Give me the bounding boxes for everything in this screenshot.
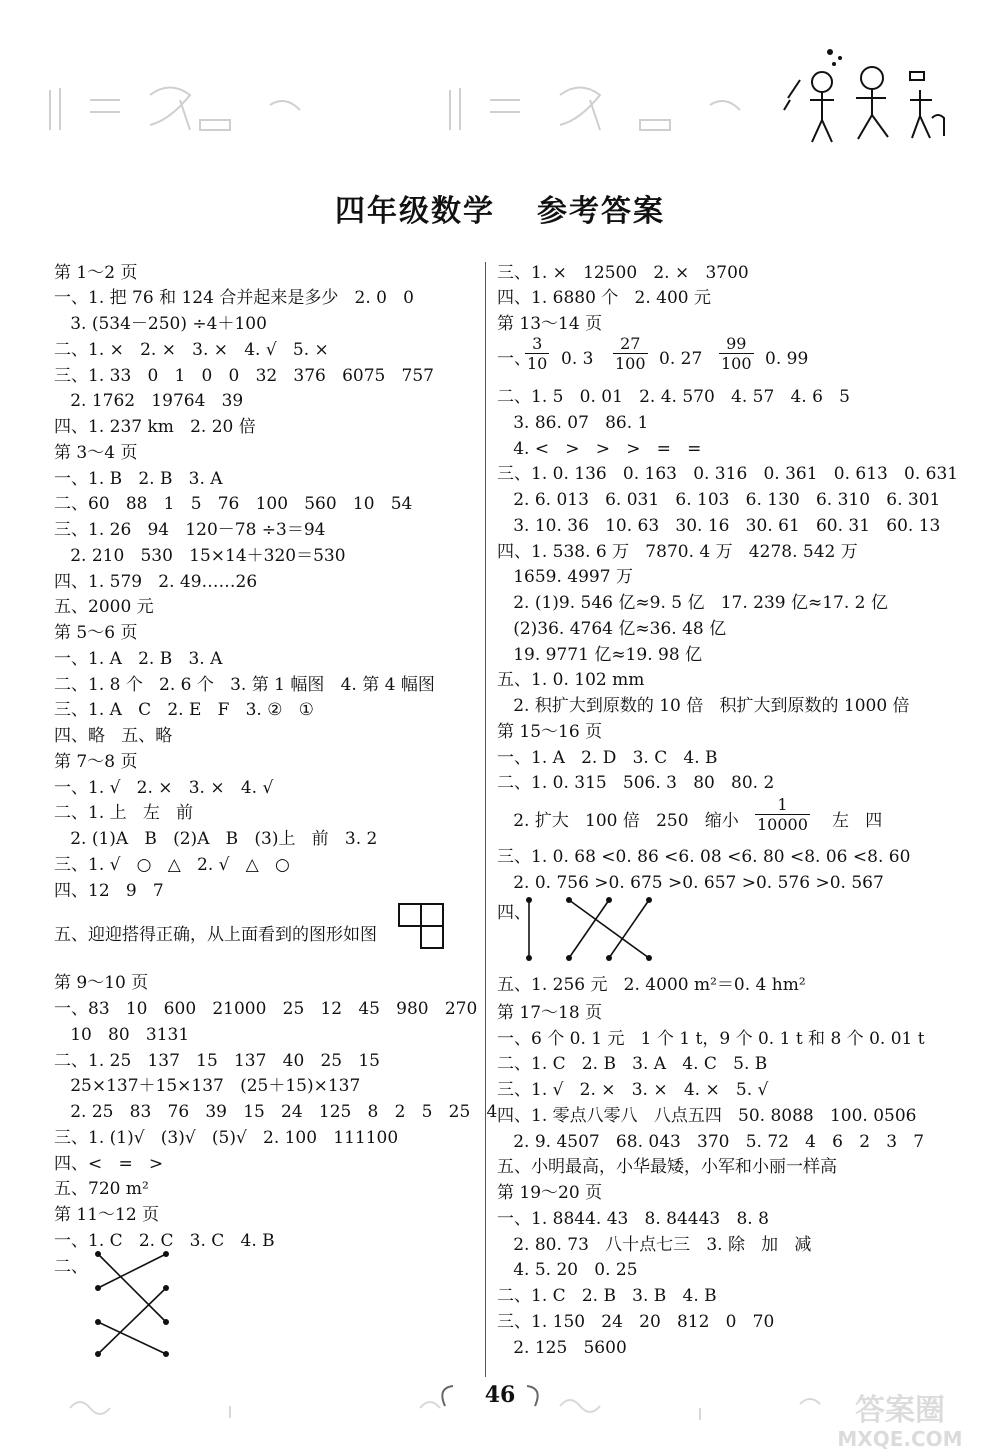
answer-line: 四、	[497, 903, 531, 923]
decimal-value: 0. 99	[765, 349, 809, 369]
answer-line: 2. 9. 4507 68. 043 370 5. 72 4 6 2 3 7	[497, 1132, 925, 1152]
answer-line: 三、1. A C 2. E F 3. ② ①	[54, 700, 314, 720]
answer-line: 二、1. 0. 315 506. 3 80 80. 2	[497, 773, 775, 793]
answer-line: 三、1. 0. 136 0. 163 0. 316 0. 361 0. 613 0. 631	[497, 464, 959, 484]
answer-line: 二、1. C 2. B 3. A 4. C 5. B	[497, 1054, 768, 1074]
answer-line: 三、1. 0. 68 <0. 86 <6. 08 <6. 80 <8. 06 <8. 60	[497, 847, 911, 867]
answer-line: 五、2000 元	[54, 597, 154, 617]
answer-line: 第 5～6 页	[54, 623, 138, 643]
fraction: $\frac{3}{10}$	[527, 334, 548, 373]
answer-line: 五、720 m²	[54, 1179, 149, 1199]
answer-line: 2. 0. 756 >0. 675 >0. 657 >0. 576 >0. 567	[497, 873, 884, 893]
answer-line: 10 80 3131	[54, 1025, 190, 1045]
answer-line: 第 9～10 页	[54, 973, 149, 993]
answer-line: 一、	[497, 349, 531, 369]
answer-line: 第 1～2 页	[54, 263, 138, 283]
answer-line: 2. (1)A B (2)A B (3)上 前 3. 2	[54, 829, 378, 849]
answer-line: 二、1. C 2. B 3. B 4. B	[497, 1286, 717, 1306]
answer-line: 四、1. 579 2. 49……26	[54, 572, 258, 592]
answer-line: 25×137＋15×137 (25＋15)×137	[54, 1076, 361, 1096]
fraction: $\frac{1}{10000}$	[757, 795, 808, 834]
answer-line: 一、1. A 2. D 3. C 4. B	[497, 748, 718, 768]
top-view-figure	[398, 903, 448, 953]
answer-line: 第 17～18 页	[497, 1003, 603, 1023]
answer-line: 四、略 五、略	[54, 726, 173, 746]
answer-line: 2. 1762 19764 39	[54, 391, 244, 411]
answer-line: 三、1. √ 2. × 3. × 4. × 5. √	[497, 1080, 769, 1100]
matching-lines-figure-right	[525, 896, 665, 966]
answer-line: 五、1. 0. 102 mm	[497, 670, 645, 690]
answer-line: 三、1. 33 0 1 0 0 32 376 6075 757	[54, 366, 435, 386]
title-answers: 参考答案	[537, 194, 665, 229]
answer-line: 第 13～14 页	[497, 314, 603, 334]
answer-line: 2. 扩大 100 倍 250 缩小	[497, 811, 739, 831]
answer-line: 第 19～20 页	[497, 1183, 603, 1203]
answer-line: 2. 210 530 15×14＋320＝530	[54, 546, 346, 566]
fraction: $\frac{27}{100}$	[615, 334, 646, 373]
answer-line: 五、小明最高，小华最矮，小军和小丽一样高	[497, 1157, 837, 1177]
page-title	[0, 186, 1000, 230]
answer-line: 2. 25 83 76 39 15 24 125 8 2 5 25 4	[54, 1102, 498, 1122]
answer-line: 第 11～12 页	[54, 1205, 160, 1225]
answer-line: 二、60 88 1 5 76 100 560 10 54	[54, 494, 413, 514]
kids-illustration	[770, 40, 970, 150]
answer-line: 4. 5. 20 0. 25	[497, 1260, 638, 1280]
answer-line: 一、1. √ 2. × 3. × 4. √	[54, 778, 274, 798]
answer-line: 3. (534－250) ÷4＋100	[54, 314, 267, 334]
fraction: $\frac{99}{100}$	[721, 334, 752, 373]
answer-line: 二、1. 8 个 2. 6 个 3. 第 1 幅图 4. 第 4 幅图	[54, 675, 435, 695]
answer-line: 一、1. B 2. B 3. A	[54, 469, 223, 489]
decimal-value: 0. 3	[561, 349, 594, 369]
answer-line: 2. (1)9. 546 亿≈9. 5 亿 17. 239 亿≈17. 2 亿	[497, 593, 888, 613]
answer-line: 2. 6. 013 6. 031 6. 103 6. 130 6. 310 6. 301	[497, 490, 941, 510]
answer-line: 2. 积扩大到原数的 10 倍 积扩大到原数的 1000 倍	[497, 696, 910, 716]
title-subject: 四年级数学	[335, 194, 495, 229]
answer-line: 五、迎迎搭得正确，从上面看到的图形如图	[54, 925, 377, 945]
answer-line: 二、1. 25 137 15 137 40 25 15	[54, 1051, 380, 1071]
answer-line: 一、83 10 600 21000 25 12 45 980 270	[54, 999, 478, 1019]
answer-line: 三、1. 26 94 120－78 ÷3＝94	[54, 520, 326, 540]
answer-line: 第 3～4 页	[54, 443, 138, 463]
answer-line: 三、1. (1)√ (3)√ (5)√ 2. 100 111100	[54, 1128, 399, 1148]
answer-line: 一、1. A 2. B 3. A	[54, 649, 223, 669]
answer-tail: 左 四	[832, 811, 883, 831]
answer-line: 2. 125 5600	[497, 1338, 627, 1358]
answer-line: 三、1. × 12500 2. × 3700	[497, 263, 749, 283]
answer-line: 1659. 4997 万	[497, 567, 633, 587]
answer-line: 二、1. 5 0. 01 2. 4. 570 4. 57 4. 6 5	[497, 387, 850, 407]
answer-line: 一、1. 8844. 43 8. 84443 8. 8	[497, 1209, 769, 1229]
answer-line: 五、1. 256 元 2. 4000 m²＝0. 4 hm²	[497, 975, 806, 995]
answer-line: 第 7～8 页	[54, 752, 138, 772]
watermark-brand: 答案圈	[855, 1393, 945, 1428]
answer-line: 二、	[54, 1257, 88, 1277]
answer-line: 四、1. 538. 6 万 7870. 4 万 4278. 542 万	[497, 542, 858, 562]
answer-line: 二、1. 上 左 前	[54, 803, 194, 823]
watermark-url: MXQE.COM	[837, 1427, 963, 1450]
answer-line: 3. 86. 07 86. 1	[497, 413, 649, 433]
page-number: 46	[484, 1382, 516, 1408]
answer-line: (2)36. 4764 亿≈36. 48 亿	[497, 619, 727, 639]
answer-line: 2. 80. 73 八十点七三 3. 除 加 减	[497, 1235, 812, 1255]
answer-line: 19. 9771 亿≈19. 98 亿	[497, 645, 703, 665]
answer-line: 第 15～16 页	[497, 722, 603, 742]
answer-line: 4. < > > > = =	[497, 439, 702, 459]
answer-line: 3. 10. 36 10. 63 30. 16 30. 61 60. 31 60. 13	[497, 516, 941, 536]
decimal-value: 0. 27	[659, 349, 703, 369]
answer-line: 二、1. × 2. × 3. × 4. √ 5. ×	[54, 340, 329, 360]
answer-line: 三、1. 150 24 20 812 0 70	[497, 1312, 775, 1332]
answer-line: 一、1. C 2. C 3. C 4. B	[54, 1231, 275, 1251]
answer-line: 四、1. 零点八零八 八点五四 50. 8088 100. 0506	[497, 1106, 917, 1126]
answer-line: 四、1. 237 km 2. 20 倍	[54, 417, 256, 437]
top-decoration	[30, 60, 770, 140]
column-divider	[485, 262, 486, 1377]
answer-line: 一、6 个 0. 1 元 1 个 1 t，9 个 0. 1 t 和 8 个 0. 01 t	[497, 1029, 925, 1049]
matching-lines-figure-left	[94, 1250, 174, 1360]
answer-line: 一、1. 把 76 和 124 合并起来是多少 2. 0 0	[54, 288, 414, 308]
answer-line: 四、1. 6880 个 2. 400 元	[497, 288, 711, 308]
answer-line: 四、12 9 7	[54, 881, 164, 901]
watermark-logo	[805, 1386, 995, 1450]
answer-line: 四、< = >	[54, 1154, 164, 1174]
answer-line: 三、1. √ ○ △ 2. √ △ ○	[54, 855, 290, 875]
